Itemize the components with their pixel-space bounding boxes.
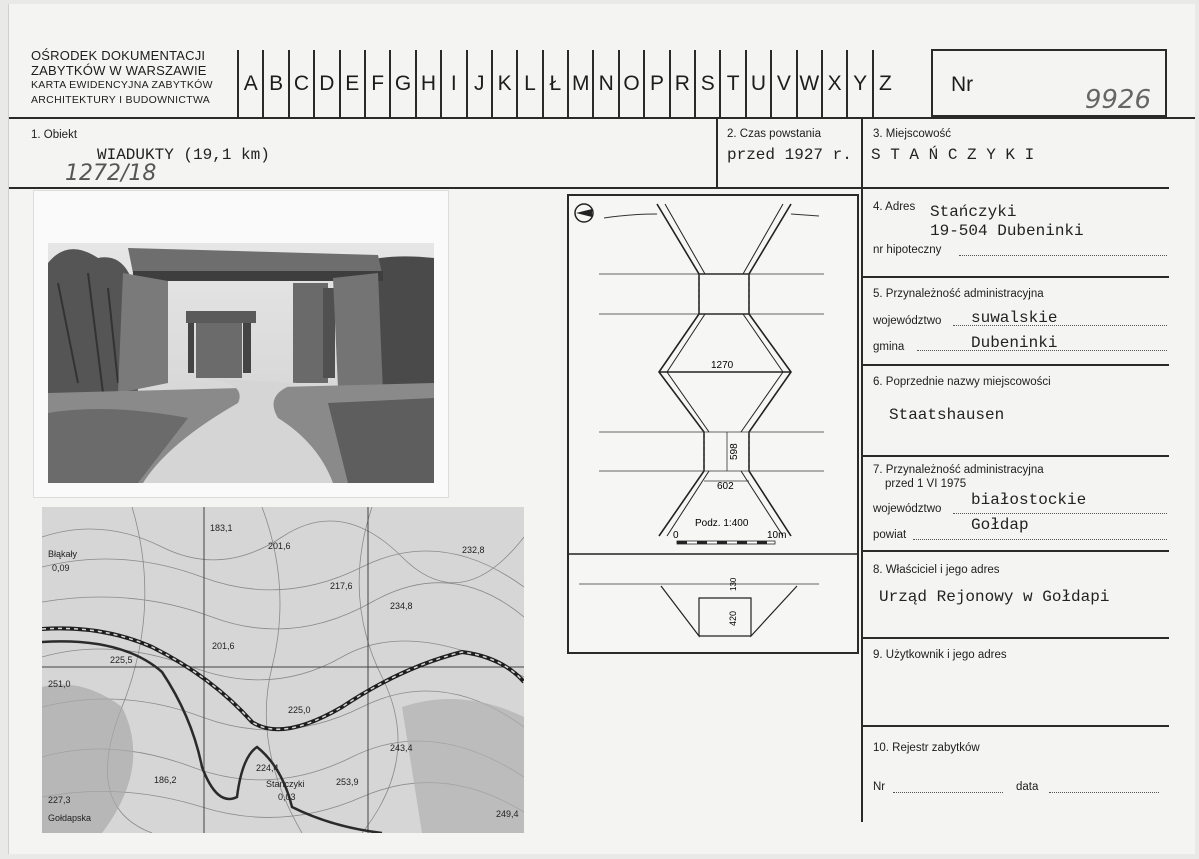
powiat-label: powiat: [873, 529, 907, 541]
map-label: 225,5: [110, 655, 133, 665]
dotted-field: [953, 325, 1167, 326]
map-label: Stańczyki: [266, 779, 305, 789]
index-letter: Z: [872, 50, 897, 118]
record-number-box: [931, 49, 1167, 117]
index-letter: N: [592, 50, 617, 118]
dim-top: 1270: [711, 360, 734, 371]
divider: [861, 117, 863, 822]
adres-line-2: 19-504 Dubeninki: [930, 222, 1084, 240]
obiekt-label: 1. Obiekt: [31, 129, 78, 141]
index-letter: C: [288, 50, 313, 118]
divider: [716, 117, 718, 189]
przynaleznosc1975-label: 7. Przynależność administracyjna: [873, 464, 1044, 476]
index-letter: W: [796, 50, 821, 118]
miejscowosc-label: 3. Miejscowość: [873, 128, 951, 140]
adres-label: 4. Adres: [873, 201, 916, 213]
czas-label: 2. Czas powstania: [727, 128, 821, 140]
index-letter: R: [669, 50, 694, 118]
map-label: 251,0: [48, 679, 71, 689]
powiat-value: Gołdap: [971, 516, 1029, 534]
index-letter: J: [466, 50, 491, 118]
record-number: 9926: [1084, 85, 1151, 115]
map-label: 243,4: [390, 743, 413, 753]
uzytkownik-label: 9. Użytkownik i jego adres: [873, 649, 1007, 661]
map-label: Błąkały: [48, 549, 78, 559]
index-letter: P: [643, 50, 668, 118]
letter-index: [237, 50, 897, 118]
index-letter: V: [770, 50, 795, 118]
institution-line-1: OŚRODEK DOKUMENTACJI: [31, 48, 206, 63]
index-letter: A: [237, 50, 262, 118]
rule: [861, 276, 1169, 278]
wlasciciel-value: Urząd Rejonowy w Gołdapi: [879, 588, 1110, 606]
header-rule: [9, 117, 1195, 119]
technical-drawing: [567, 194, 859, 654]
map-label: 249,4: [496, 809, 519, 819]
map-label: Gołdapska: [48, 813, 92, 823]
obiekt-handwritten: 1272/18: [65, 161, 157, 186]
index-letter: O: [618, 50, 643, 118]
rule: [861, 187, 1169, 189]
index-letter: S: [694, 50, 719, 118]
poprzednie-value: Staatshausen: [889, 406, 1005, 424]
scale-label: Podz. 1:400: [695, 518, 749, 529]
index-letter: E: [339, 50, 364, 118]
rule: [861, 550, 1169, 552]
obiekt-value: WIADUKTY (19,1 km): [97, 146, 270, 164]
przynaleznosc-label: 5. Przynależność administracyjna: [873, 288, 1044, 300]
map-label: 234,8: [390, 601, 413, 611]
index-letter: M: [567, 50, 592, 118]
czas-value: przed 1927 r.: [727, 146, 852, 164]
map-label: 227,3: [48, 795, 71, 805]
record-card: [8, 4, 1195, 854]
row1-rule: [9, 187, 861, 189]
scale-bar: [677, 541, 775, 544]
index-letter: G: [389, 50, 414, 118]
institution-line-4: ARCHITEKTURY I BUDOWNICTWA: [31, 94, 211, 106]
map-label: 224,4: [256, 763, 279, 773]
przynaleznosc1975-sublabel: przed 1 VI 1975: [885, 478, 967, 490]
index-letter: K: [491, 50, 516, 118]
scale-start: 0: [673, 530, 679, 541]
viaduct-photo: [33, 190, 449, 498]
gmina-value: Dubeninki: [971, 334, 1058, 352]
rejestr-data-label: data: [1016, 781, 1039, 793]
index-letter: X: [821, 50, 846, 118]
map-label: 253,9: [336, 777, 359, 787]
dotted-field: [917, 350, 1167, 351]
hipoteczny-label: nr hipoteczny: [873, 244, 942, 256]
wojewodztwo1975-label: województwo: [873, 503, 942, 515]
index-letter: Ł: [542, 50, 567, 118]
dotted-field: [953, 513, 1167, 514]
photo-image: [48, 243, 434, 483]
index-letter: D: [313, 50, 338, 118]
map-label: 232,8: [462, 545, 485, 555]
index-letter: F: [364, 50, 389, 118]
location-map: [42, 507, 524, 833]
gmina-label: gmina: [873, 341, 905, 353]
dotted-field: [959, 255, 1167, 256]
map-label: 217,6: [330, 581, 353, 591]
index-letter: Y: [846, 50, 871, 118]
rule: [861, 364, 1169, 366]
wojewodztwo1975-value: białostockie: [971, 491, 1087, 509]
wlasciciel-label: 8. Właściciel i jego adres: [873, 564, 1000, 576]
index-letter: L: [516, 50, 541, 118]
section-height: 420: [728, 610, 738, 626]
institution-line-2: ZABYTKÓW W WARSZAWIE: [31, 63, 207, 78]
map-label: 201,6: [212, 641, 235, 651]
dotted-field: [893, 792, 1003, 793]
rejestr-label: 10. Rejestr zabytków: [873, 742, 980, 754]
map-label: 201,6: [268, 541, 291, 551]
scale-end: 10m: [767, 530, 787, 541]
map-label: 0,09: [52, 563, 70, 573]
index-letter: H: [415, 50, 440, 118]
index-letter: I: [440, 50, 465, 118]
index-letter: T: [719, 50, 744, 118]
adres-line-1: Stańczyki: [930, 203, 1017, 221]
rule: [861, 455, 1169, 457]
dim-bottom: 602: [717, 481, 734, 492]
map-label: 183,1: [210, 523, 233, 533]
institution-line-3: KARTA EWIDENCYJNA ZABYTKÓW: [31, 79, 213, 91]
institution-header: [31, 48, 213, 108]
index-letter: U: [745, 50, 770, 118]
map-label: 225,0: [288, 705, 311, 715]
map-label: 0,03: [278, 792, 296, 802]
wojewodztwo-label: województwo: [873, 315, 942, 327]
dim-mid: 598: [729, 443, 740, 460]
section-top: 130: [729, 577, 738, 591]
rule: [861, 637, 1169, 639]
dotted-field: [1049, 792, 1159, 793]
poprzednie-label: 6. Poprzednie nazwy miejscowości: [873, 376, 1051, 388]
rejestr-nr-label: Nr: [873, 781, 886, 793]
dotted-field: [913, 539, 1167, 540]
rule: [861, 725, 1169, 727]
index-letter: B: [262, 50, 287, 118]
nr-label: Nr: [951, 73, 974, 96]
wojewodztwo-value: suwalskie: [971, 309, 1058, 327]
plan-drawing: [569, 196, 857, 652]
map-label: 186,2: [154, 775, 177, 785]
miejscowosc-value: S T A Ń C Z Y K I: [871, 146, 1035, 164]
